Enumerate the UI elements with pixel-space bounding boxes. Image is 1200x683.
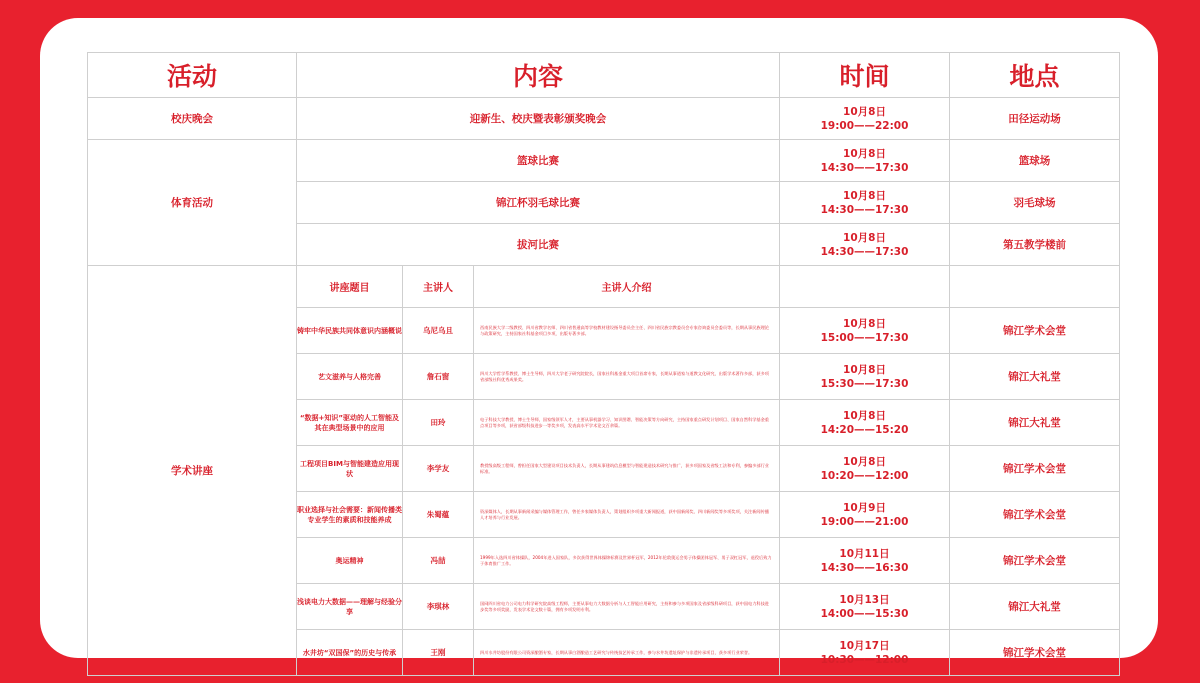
lecture-time: 10月9日 19:00——21:00 (780, 492, 950, 538)
lecture-topic: 艺文滋养与人格完善 (297, 354, 403, 400)
lecture-time: 10月8日 10:20——12:00 (780, 446, 950, 492)
schedule-table (87, 52, 1120, 676)
header-activity: 活动 (88, 53, 297, 98)
event-content: 拔河比赛 (297, 224, 780, 266)
activity-name: 体育活动 (88, 140, 297, 266)
event-place: 第五教学楼前 (950, 224, 1120, 266)
lecture-speaker: 李学友 (403, 446, 474, 492)
lecture-topic: 职业选择与社会需要：新闻传播类专业学生的素质和技能养成 (297, 492, 403, 538)
lecture-place: 锦江大礼堂 (950, 354, 1120, 400)
lecture-topic: 水井坊“双国保”的历史与传承 (297, 630, 403, 676)
lecture-speaker: 田玲 (403, 400, 474, 446)
subheader-topic: 讲座题目 (297, 266, 403, 308)
lecture-topic: 浅谈电力大数据——理解与经验分享 (297, 584, 403, 630)
lecture-place: 锦江学术会堂 (950, 446, 1120, 492)
lecture-speaker: 王刚 (403, 630, 474, 676)
lecture-intro: 西南民族大学二级教授、四川省教学名师、四川省普通高等学校教材建设指导委员会主任、四川省民族宗教委员会专家咨询委员会委员等，长期从事民族理论与政策研究，主持国家社科基金项目多项，出版专著多部。 (474, 308, 780, 354)
event-content: 迎新生、校庆暨表彰颁奖晚会 (297, 98, 780, 140)
activity-name: 学术讲座 (88, 266, 297, 676)
lecture-place: 锦江学术会堂 (950, 538, 1120, 584)
event-time: 10月8日 14:30——17:30 (780, 224, 950, 266)
sports-row (88, 140, 1120, 182)
lecture-place: 锦江学术会堂 (950, 630, 1120, 676)
event-place: 田径运动场 (950, 98, 1120, 140)
lecture-intro: 资深媒体人，长期从事新闻采编与媒体管理工作，曾任多家媒体负责人，策划组织多项重大新闻报道，获中国新闻奖、四川新闻奖等多项奖项，关注新闻传播人才培养与行业发展。 (474, 492, 780, 538)
event-place: 羽毛球场 (950, 182, 1120, 224)
lecture-intro: 电子科技大学教授、博士生导师，国家级领军人才，主要从事机器学习、知识图谱、智能决策等方向研究，主持国家重点研发计划项目、国家自然科学基金重点项目等多项，获省部级科技进步一等奖多项，发表高水平学术论文百余篇。 (474, 400, 780, 446)
event-content: 篮球比赛 (297, 140, 780, 182)
lecture-topic: 工程项目BIM与智能建造应用现状 (297, 446, 403, 492)
event-time: 10月8日 14:30——17:30 (780, 140, 950, 182)
lecture-intro: 四川大学哲学系教授、博士生导师，四川大学老子研究院院长，国家社科基金重大项目首席专家，长期从事道家与道教文化研究，出版学术著作多部，获多项省部级社科优秀成果奖。 (474, 354, 780, 400)
lecture-place: 锦江学术会堂 (950, 492, 1120, 538)
lecture-time: 10月17日 10:30——12:00 (780, 630, 950, 676)
lecture-intro: 1999年入选四川省体操队，2004年进入国家队，多次获得世界体操锦标赛及世界杯冠军，2012年伦敦奥运会男子体操团体冠军、男子双杠冠军，退役后致力于体育推广工作。 (474, 538, 780, 584)
empty-cell (950, 266, 1120, 308)
lecture-speaker: 朱蜀蕴 (403, 492, 474, 538)
lecture-time: 10月8日 15:30——17:30 (780, 354, 950, 400)
lecture-place: 锦江大礼堂 (950, 584, 1120, 630)
event-time: 10月8日 14:30——17:30 (780, 182, 950, 224)
lecture-intro: 国网四川省电力公司电力科学研究院高级工程师，主要从事电力大数据分析与人工智能应用研究，主持和参与多项国家及省部级科研项目，获中国电力科技进步奖等多项奖励，发表学术论文数十篇，拥有多项发明专利。 (474, 584, 780, 630)
lecture-speaker: 冯喆 (403, 538, 474, 584)
empty-cell (780, 266, 950, 308)
lecture-topic: 奥运精神 (297, 538, 403, 584)
lecture-intro: 四川水井坊股份有限公司资深酿酒专家，长期从事白酒酿造工艺研究与传统技艺传承工作，参与水井坊遗址保护与非遗传承项目，获多项行业荣誉。 (474, 630, 780, 676)
header-content: 内容 (297, 53, 780, 98)
lecture-time: 10月13日 14:00——15:30 (780, 584, 950, 630)
event-time: 10月8日 19:00——22:00 (780, 98, 950, 140)
lecture-speaker: 乌尼乌且 (403, 308, 474, 354)
lecture-time: 10月11日 14:30——16:30 (780, 538, 950, 584)
activity-name: 校庆晚会 (88, 98, 297, 140)
lecture-speaker: 李琪林 (403, 584, 474, 630)
lecture-time: 10月8日 14:20——15:20 (780, 400, 950, 446)
lecture-time: 10月8日 15:00——17:30 (780, 308, 950, 354)
lecture-topic: 铸牢中华民族共同体意识内涵概说 (297, 308, 403, 354)
event-content: 锦江杯羽毛球比赛 (297, 182, 780, 224)
header-place: 地点 (950, 53, 1120, 98)
lecture-place: 锦江大礼堂 (950, 400, 1120, 446)
subheader-intro: 主讲人介绍 (474, 266, 780, 308)
lecture-subheader-row (88, 266, 1120, 308)
lecture-speaker: 詹石窗 (403, 354, 474, 400)
lecture-intro: 教授级高级工程师，曾担任国家大型建设项目技术负责人，长期从事建筑信息模型与智能建造技术研究与推广，获多项国家及省级工法和专利，参编多部行业标准。 (474, 446, 780, 492)
header-row (88, 53, 1120, 98)
header-time: 时间 (780, 53, 950, 98)
lecture-topic: “数据+知识”驱动的人工智能及其在典型场景中的应用 (297, 400, 403, 446)
lecture-place: 锦江学术会堂 (950, 308, 1120, 354)
event-place: 篮球场 (950, 140, 1120, 182)
gala-row (88, 98, 1120, 140)
subheader-speaker: 主讲人 (403, 266, 474, 308)
